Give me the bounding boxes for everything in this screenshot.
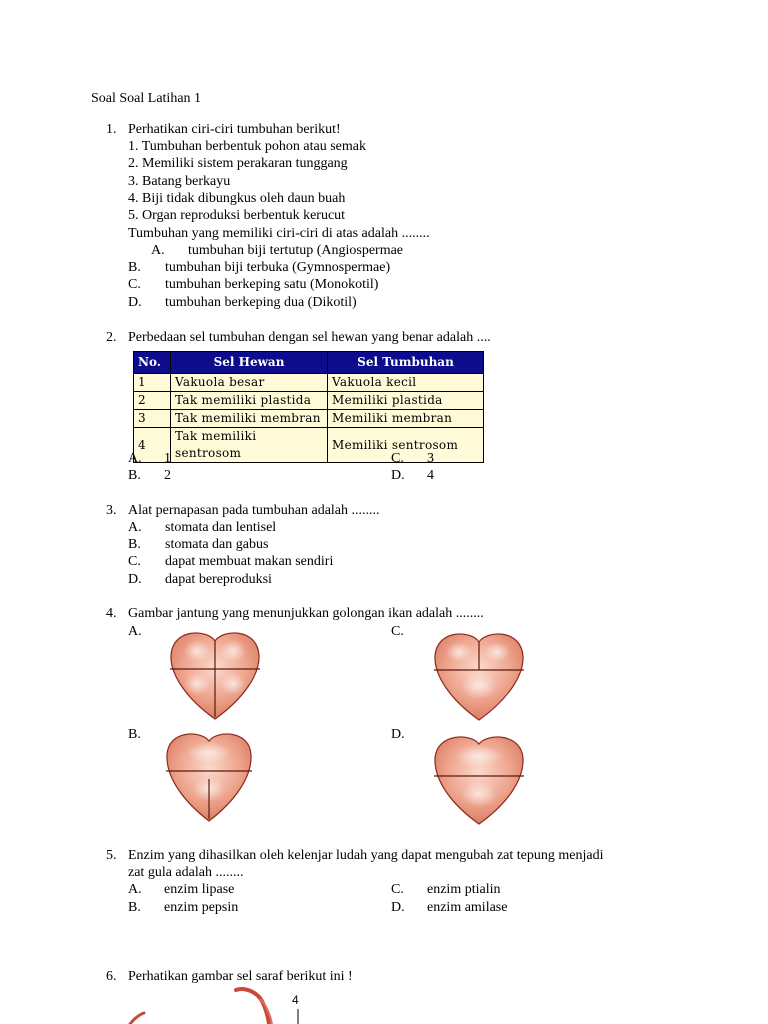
option-label: C. [391,882,404,897]
table-cell: Vakuola kecil [328,374,484,392]
option-label: A. [128,451,142,466]
option-label: B. [128,900,141,915]
option-label: D. [391,468,405,483]
option-label: B. [128,537,141,552]
question-text: Perbedaan sel tumbuhan dengan sel hewan yang benar adalah .... [128,330,491,345]
question-text: Enzim yang dihasilkan oleh kelenjar ludah yang dapat mengubah zat tepung menjadi [128,848,604,863]
table-cell: 4 [134,428,171,463]
table-cell: 2 [134,392,171,410]
page-title: Soal Soal Latihan 1 [91,91,202,106]
table-cell: Memiliki membran [328,410,484,428]
option-text: tumbuhan biji tertutup (Angiospermae [188,243,404,258]
question-number: 2. [106,330,117,345]
heart-two-chamber-image [433,734,525,826]
option-label: D. [391,727,405,742]
option-label: A. [128,624,142,639]
nerve-cell-image [120,985,320,1024]
option-label: C. [128,554,141,569]
option-text: enzim ptialin [427,882,501,897]
comparison-table [133,351,484,463]
question-number: 3. [106,503,117,518]
option-label: B. [128,727,141,742]
option-text: dapat bereproduksi [165,572,272,587]
header-sel-tumbuhan: Sel Tumbuhan [328,352,484,374]
question-number: 1. [106,122,117,137]
option-label: C. [391,451,404,466]
table-header-row [134,352,484,374]
option-text: stomata dan lentisel [165,520,277,535]
table-cell: Tak memiliki membran [171,410,328,428]
table-cell: 3 [134,410,171,428]
table-cell: Tak memiliki sentrosom [171,428,328,463]
option-label: C. [128,277,141,292]
option-text: tumbuhan berkeping dua (Dikotil) [165,295,357,310]
question-number: 4. [106,606,117,621]
option-text: 3 [427,451,434,466]
heart-four-chamber-image [169,629,261,721]
option-label: A. [128,520,142,535]
list-item: 1. Tumbuhan berbentuk pohon atau semak [128,139,366,154]
question-text: Alat pernapasan pada tumbuhan adalah ........ [128,503,380,518]
option-text: enzim amilase [427,900,508,915]
option-text: enzim pepsin [164,900,239,915]
table-cell: Vakuola besar [171,374,328,392]
option-text: 4 [427,468,434,483]
option-label: C. [391,624,404,639]
option-text: tumbuhan berkeping satu (Monokotil) [165,277,379,292]
table-cell: Memiliki sentrosom [328,428,484,463]
header-no: No. [134,352,171,374]
option-label: D. [128,572,142,587]
heart-three-chamber-image [433,630,525,722]
list-item: 5. Organ reproduksi berbentuk kerucut [128,208,346,223]
question-prompt: Tumbuhan yang memiliki ciri-ciri di atas adalah ........ [128,226,430,241]
list-item: 4. Biji tidak dibungkus oleh daun buah [128,191,346,206]
question-number: 5. [106,848,117,863]
option-text: 2 [164,468,171,483]
option-label: D. [391,900,405,915]
option-text: stomata dan gabus [165,537,269,552]
table-row [134,392,484,410]
question-text: zat gula adalah ........ [128,865,244,880]
table-cell: Memiliki plastida [328,392,484,410]
option-label: B. [128,468,141,483]
table-cell: Tak memiliki plastida [171,392,328,410]
option-text: 1 [164,451,171,466]
question-text: Gambar jantung yang menunjukkan golongan ikan adalah ........ [128,606,484,621]
question-text: Perhatikan gambar sel saraf berikut ini ! [128,969,353,984]
option-text: tumbuhan biji terbuka (Gymnospermae) [165,260,391,275]
table-row [134,410,484,428]
question-text: Perhatikan ciri-ciri tumbuhan berikut! [128,122,341,137]
table-cell: 1 [134,374,171,392]
option-label: A. [128,882,142,897]
list-item: 3. Batang berkayu [128,174,231,189]
option-text: enzim lipase [164,882,235,897]
option-label: A. [151,243,165,258]
header-sel-hewan: Sel Hewan [171,352,328,374]
option-label: D. [128,295,142,310]
table-row [134,374,484,392]
question-number: 6. [106,969,117,984]
option-label: B. [128,260,141,275]
list-item: 2. Memiliki sistem perakaran tunggang [128,156,348,171]
figure-label: 4 [292,993,299,1007]
option-text: dapat membuat makan sendiri [165,554,334,569]
heart-partial-septum-image [165,731,253,823]
